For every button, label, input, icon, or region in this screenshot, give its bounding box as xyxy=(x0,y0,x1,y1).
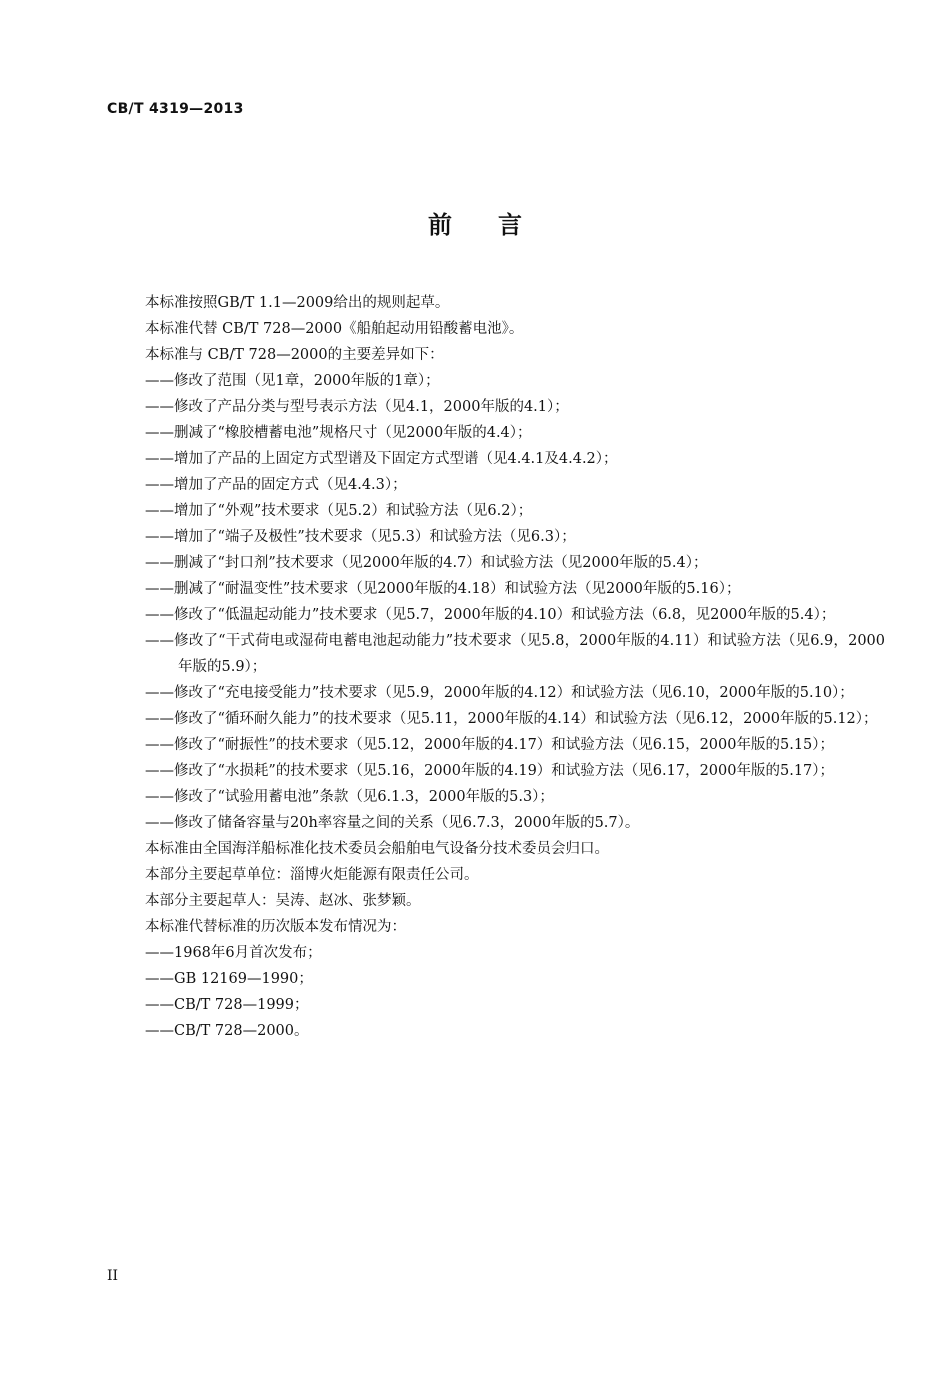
change-item: ——修改了“充电接受能力”技术要求（见5.9，2000年版的4.12）和试验方法（见6.10，2000年版的5.10）； xyxy=(145,685,854,701)
closing-paragraph: 本部分主要起草人：吴涛、赵冰、张梦颖。 xyxy=(145,893,421,909)
change-item: ——修改了“干式荷电或湿荷电蓄电池起动能力”技术要求（见5.8，2000年版的4.11）和试验方法（见6.9，2000年版的5.9）； xyxy=(145,633,885,675)
change-item: ——修改了产品分类与型号表示方法（见4.1，2000年版的4.1）； xyxy=(145,399,569,415)
change-item: ——删减了“耐温变性”技术要求（见2000年版的4.18）和试验方法（见2000年版的5.16）； xyxy=(145,581,741,597)
change-item: ——增加了“外观”技术要求（见5.2）和试验方法（见6.2）； xyxy=(145,503,533,519)
history-item: ——1968年6月首次发布； xyxy=(145,945,322,961)
change-item: ——修改了“试验用蓄电池”条款（见6.1.3，2000年版的5.3）； xyxy=(145,789,554,805)
intro-paragraph: 本标准按照GB/T 1.1—2009给出的规则起草。 xyxy=(145,295,450,311)
closing-paragraph: 本标准代替标准的历次版本发布情况为： xyxy=(145,919,406,935)
closing-paragraph: 本部分主要起草单位：淄博火炬能源有限责任公司。 xyxy=(145,867,479,883)
change-item: ——增加了“端子及极性”技术要求（见5.3）和试验方法（见6.3）； xyxy=(145,529,576,545)
history-item: ——CB/T 728—1999； xyxy=(145,997,309,1013)
history-item: ——GB 12169—1990； xyxy=(145,971,313,987)
foreword-body xyxy=(145,290,885,1044)
change-item: ——修改了“耐振性”的技术要求（见5.12，2000年版的4.17）和试验方法（见6.15，2000年版的5.15）； xyxy=(145,737,835,753)
change-item: ——修改了储备容量与20h率容量之间的关系（见6.7.3，2000年版的5.7）。 xyxy=(145,815,640,831)
history-item: ——CB/T 728—2000。 xyxy=(145,1023,309,1039)
change-item: ——删减了“封口剂”技术要求（见2000年版的4.7）和试验方法（见2000年版的5.4）； xyxy=(145,555,708,571)
change-item: ——增加了产品的固定方式（见4.4.3）； xyxy=(145,477,407,493)
change-item: ——修改了“低温起动能力”技术要求（见5.7，2000年版的4.10）和试验方法（6.8，见2000年版的5.4）； xyxy=(145,607,836,623)
change-item: ——修改了范围（见1章，2000年版的1章）； xyxy=(145,373,440,389)
intro-paragraph: 本标准与 CB/T 728—2000的主要差异如下： xyxy=(145,347,444,363)
change-item: ——修改了“水损耗”的技术要求（见5.16，2000年版的4.19）和试验方法（见6.17，2000年版的5.17）； xyxy=(145,763,835,779)
closing-paragraph: 本标准由全国海洋船标准化技术委员会船舶电气设备分技术委员会归口。 xyxy=(145,841,609,857)
change-item: ——增加了产品的上固定方式型谱及下固定方式型谱（见4.4.1及4.4.2）； xyxy=(145,451,618,467)
intro-paragraph: 本标准代替 CB/T 728—2000《船舶起动用铅酸蓄电池》。 xyxy=(145,321,524,337)
document-code: CB/T 4319—2013 xyxy=(107,101,244,117)
page-title: 前言 xyxy=(428,211,568,239)
change-item: ——修改了“循环耐久能力”的技术要求（见5.11，2000年版的4.14）和试验方法（见6.12，2000年版的5.12）； xyxy=(145,711,878,727)
page-number: II xyxy=(107,1268,119,1284)
change-item: ——删减了“橡胶槽蓄电池”规格尺寸（见2000年版的4.4）； xyxy=(145,425,532,441)
